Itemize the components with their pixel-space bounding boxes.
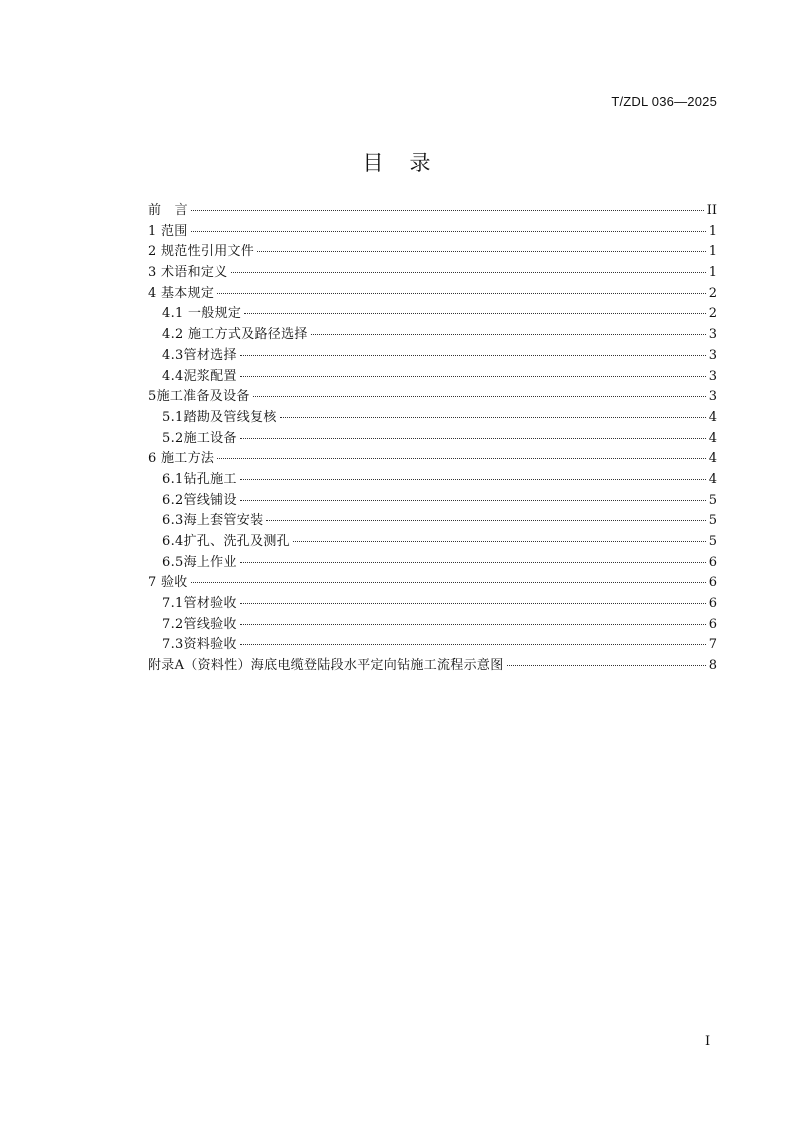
toc-dot-leader [280, 417, 706, 418]
toc-entry-page: 6 [708, 616, 717, 632]
toc-entry[interactable] [148, 511, 717, 532]
toc-entry[interactable] [148, 594, 717, 615]
toc-entry-page: 6 [708, 575, 717, 591]
toc-entry[interactable] [148, 408, 717, 429]
toc-dot-leader [217, 293, 706, 294]
toc-entry-label: 6.2管线铺设 [162, 492, 237, 508]
toc-entry-label: 4.2 施工方式及路径选择 [162, 327, 308, 343]
toc-dot-leader [293, 541, 706, 542]
page-number: I [705, 1034, 711, 1049]
toc-entry[interactable] [148, 325, 717, 346]
toc-dot-leader [191, 231, 706, 232]
toc-dot-leader [257, 251, 706, 252]
toc-entry[interactable] [148, 573, 717, 594]
toc-dot-leader [240, 624, 706, 625]
toc-dot-leader [240, 500, 706, 501]
toc-entry-label: 6.1钻孔施工 [162, 471, 237, 487]
document-code: T/ZDL 036—2025 [611, 94, 717, 109]
toc-entry[interactable] [148, 470, 717, 491]
toc-entry-label: 4.4泥浆配置 [162, 368, 237, 384]
toc-entry-page: 3 [708, 347, 717, 363]
toc-entry[interactable] [148, 491, 717, 512]
toc-dot-leader [191, 582, 706, 583]
toc-entry-label: 4.3管材选择 [162, 347, 237, 363]
toc-entry-page: 5 [708, 534, 717, 549]
toc-entry-page: 6 [708, 554, 717, 570]
toc-entry-page: 4 [708, 451, 717, 467]
toc-entry[interactable] [148, 449, 717, 470]
toc-entry-label: 7 验收 [148, 575, 188, 591]
toc-entry-label: 6.4扩孔、洗孔及测孔 [162, 534, 290, 549]
toc-entry-page: 1 [708, 244, 717, 260]
toc-entry[interactable] [148, 201, 717, 222]
toc-entry[interactable] [148, 284, 717, 305]
toc-dot-leader [507, 665, 706, 666]
toc-dot-leader [240, 376, 706, 377]
toc-entry-page: 3 [708, 327, 717, 343]
toc-entry[interactable] [148, 387, 717, 408]
toc-entry-page: 7 [708, 637, 717, 653]
toc-entry-label: 2 规范性引用文件 [148, 244, 255, 260]
toc-entry-label: 3 术语和定义 [148, 265, 228, 281]
toc-entry-page: 2 [708, 285, 717, 301]
table-of-contents [148, 201, 717, 677]
toc-entry-page: 2 [708, 306, 717, 322]
toc-entry-page: 1 [708, 223, 717, 239]
toc-dot-leader [217, 458, 706, 459]
toc-entry-page: 3 [708, 368, 717, 384]
toc-dot-leader [244, 313, 706, 314]
toc-entry[interactable] [148, 656, 717, 677]
toc-entry-page: 8 [708, 658, 717, 674]
toc-dot-leader [253, 396, 706, 397]
toc-entry[interactable] [148, 242, 717, 263]
toc-entry-label: 5.1踏勘及管线复核 [162, 409, 277, 425]
toc-entry-label: 4.1 一般规定 [162, 306, 242, 322]
toc-entry-label: 4 基本规定 [148, 285, 215, 301]
toc-entry-label: 7.2管线验收 [162, 616, 237, 632]
toc-entry-label: 7.1管材验收 [162, 596, 237, 612]
toc-entry-page: 4 [708, 430, 717, 446]
toc-entry[interactable] [148, 304, 717, 325]
page-title: 目录 [362, 151, 457, 175]
toc-entry[interactable] [148, 263, 717, 284]
toc-entry-page: II [706, 203, 717, 218]
toc-entry[interactable] [148, 429, 717, 450]
toc-entry-page: 3 [708, 389, 717, 405]
toc-dot-leader [191, 210, 704, 211]
toc-entry-label: 附录A（资料性）海底电缆登陆段水平定向钻施工流程示意图 [148, 658, 504, 674]
toc-dot-leader [266, 520, 705, 521]
toc-dot-leader [240, 355, 706, 356]
toc-dot-leader [311, 334, 706, 335]
toc-dot-leader [240, 479, 706, 480]
toc-dot-leader [231, 272, 706, 273]
toc-entry-page: 5 [708, 492, 717, 508]
toc-entry[interactable] [148, 532, 717, 553]
toc-entry[interactable] [148, 553, 717, 574]
toc-entry[interactable] [148, 615, 717, 636]
toc-entry-page: 1 [708, 265, 717, 281]
toc-entry[interactable] [148, 346, 717, 367]
toc-dot-leader [240, 644, 706, 645]
toc-dot-leader [240, 438, 706, 439]
toc-entry-label: 6.5海上作业 [162, 554, 237, 570]
toc-entry-page: 5 [708, 513, 717, 529]
toc-entry-page: 6 [708, 596, 717, 612]
toc-entry-label: 6 施工方法 [148, 451, 215, 467]
toc-entry[interactable] [148, 367, 717, 388]
toc-entry-label: 前 言 [148, 203, 188, 218]
toc-entry-label: 5施工准备及设备 [148, 389, 250, 405]
toc-dot-leader [240, 562, 706, 563]
toc-entry[interactable] [148, 222, 717, 243]
toc-entry-label: 6.3海上套管安装 [162, 513, 264, 529]
toc-entry-label: 1 范围 [148, 223, 188, 239]
toc-dot-leader [240, 603, 706, 604]
toc-entry[interactable] [148, 635, 717, 656]
toc-entry-page: 4 [708, 471, 717, 487]
toc-entry-label: 7.3资料验收 [162, 637, 237, 653]
toc-entry-page: 4 [708, 409, 717, 425]
toc-entry-label: 5.2施工设备 [162, 430, 237, 446]
